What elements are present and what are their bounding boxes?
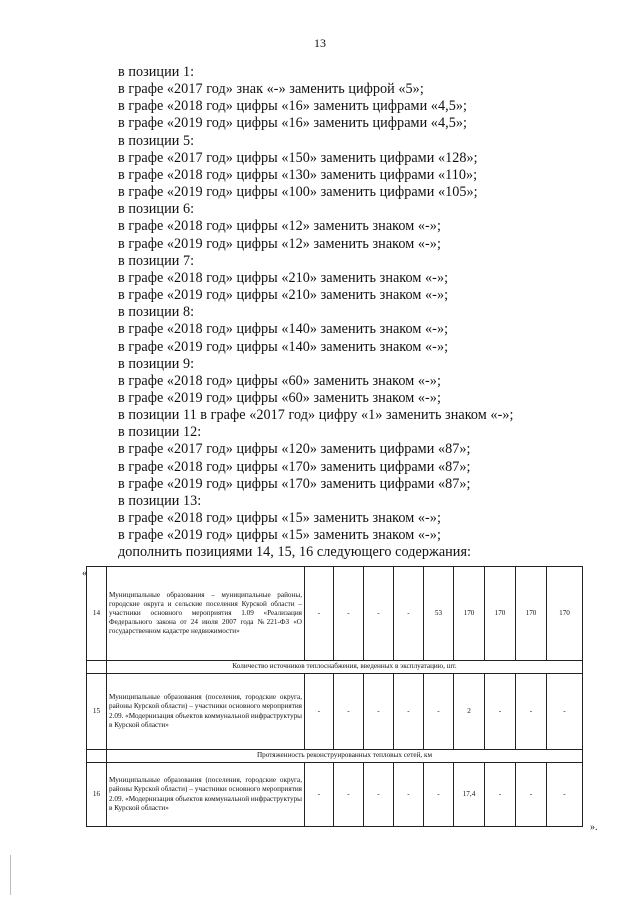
table-close-quote: ».	[590, 822, 598, 833]
value-cell: -	[394, 567, 424, 661]
row-number: 16	[87, 763, 107, 827]
value-cell: -	[547, 674, 583, 750]
value-cell: -	[305, 674, 334, 750]
row-description: Муниципальные образования – муниципальные районы, городские округа и сельские поселения Курской области – участники основного мероприятия 1.09 «Реализация Федерального закона от 24 июля 2007 года №221-ФЗ «О государственном кадастре недвижимости»	[107, 567, 305, 661]
value-cell: -	[424, 763, 454, 827]
amendment-text	[118, 64, 578, 562]
text-line: в графе «2019 год» цифры «170» заменить цифрами «87»;	[118, 475, 471, 492]
value-cell: -	[516, 674, 547, 750]
text-line: в позиции 7:	[118, 252, 195, 269]
row-number: 14	[87, 567, 107, 661]
value-cell: -	[334, 763, 364, 827]
value-cell: -	[334, 567, 364, 661]
text-line: в графе «2019 год» цифры «15» заменить знаком «-»;	[118, 527, 441, 544]
text-line: в графе «2017 год» цифры «120» заменить цифрами «87»;	[118, 441, 471, 458]
text-line: в графе «2018 год» цифры «60» заменить знаком «-»;	[118, 372, 441, 389]
text-line: в графе «2018 год» цифры «12» заменить знаком «-»;	[118, 218, 441, 235]
text-line: в позиции 6:	[118, 201, 195, 218]
value-cell: -	[364, 567, 394, 661]
value-cell: 17,4	[454, 763, 485, 827]
section-header-row	[87, 750, 583, 763]
text-line: в графе «2019 год» цифры «16» заменить цифрами «4,5»;	[118, 115, 467, 132]
value-cell: -	[516, 763, 547, 827]
value-cell: -	[485, 763, 516, 827]
text-line: в графе «2018 год» цифры «140» заменить знаком «-»;	[118, 321, 449, 338]
table-row	[87, 567, 583, 661]
value-cell: -	[394, 674, 424, 750]
row-description: Муниципальные образования (поселения, городские округа, районы Курской области) – участники основного мероприятия 2.09. «Модернизация объектов коммунальной инфраструктуры в Курской области»	[107, 763, 305, 827]
page-number: 13	[314, 36, 326, 50]
value-cell: -	[547, 763, 583, 827]
text-line: в графе «2018 год» цифры «210» заменить знаком «-»;	[118, 269, 449, 286]
section-title: Количество источников теплоснабжения, введенных в эксплуатацию, шт.	[107, 661, 583, 674]
value-cell: -	[364, 763, 394, 827]
value-cell: 53	[424, 567, 454, 661]
value-cell: 170	[454, 567, 485, 661]
value-cell: -	[394, 763, 424, 827]
value-cell: 2	[454, 674, 485, 750]
value-cell: -	[305, 567, 334, 661]
value-cell: -	[424, 674, 454, 750]
table-open-quote: «	[82, 568, 87, 579]
text-line: в позиции 13:	[118, 492, 202, 509]
value-cell: 170	[516, 567, 547, 661]
value-cell: -	[305, 763, 334, 827]
text-line: в позиции 8:	[118, 304, 195, 321]
row-description: Муниципальные образования (поселения, городские округа, районы Курской области) – участники основного мероприятия 2.09. «Модернизация объектов коммунальной инфраструктуры в Курской области»	[107, 674, 305, 750]
text-line: в позиции 11 в графе «2017 год» цифру «1» заменить знаком «-»;	[118, 407, 514, 424]
value-cell: 170	[485, 567, 516, 661]
table-row	[87, 674, 583, 750]
section-title: Протяженность реконструированных тепловых сетей, км	[107, 750, 583, 763]
text-line: в позиции 5:	[118, 132, 195, 149]
section-header-row	[87, 661, 583, 674]
value-cell: -	[334, 674, 364, 750]
row-number: 15	[87, 674, 107, 750]
text-line: в графе «2017 год» цифры «150» заменить цифрами «128»;	[118, 149, 478, 166]
text-line: в графе «2019 год» цифры «140» заменить знаком «-»;	[118, 338, 449, 355]
text-line: в позиции 9:	[118, 355, 195, 372]
text-line: в графе «2018 год» цифры «15» заменить знаком «-»;	[118, 510, 441, 527]
value-cell: -	[364, 674, 394, 750]
text-line: в графе «2017 год» знак «-» заменить цифрой «5»;	[118, 81, 424, 98]
text-line: в позиции 1:	[118, 64, 195, 80]
amendment-table	[86, 566, 583, 827]
scan-margin-line	[10, 855, 11, 895]
value-cell: -	[485, 674, 516, 750]
table-row	[87, 763, 583, 827]
value-cell: 170	[547, 567, 583, 661]
text-line: в графе «2018 год» цифры «170» заменить цифрами «87»;	[118, 458, 471, 475]
text-line: в графе «2018 год» цифры «16» заменить цифрами «4,5»;	[118, 98, 467, 115]
text-line: в графе «2019 год» цифры «210» заменить знаком «-»;	[118, 287, 449, 304]
text-line: в графе «2019 год» цифры «60» заменить знаком «-»;	[118, 389, 441, 406]
text-line: в позиции 12:	[118, 424, 202, 441]
text-line: в графе «2019 год» цифры «12» заменить знаком «-»;	[118, 235, 441, 252]
text-line: в графе «2019 год» цифры «100» заменить цифрами «105»;	[118, 184, 478, 201]
text-line: дополнить позициями 14, 15, 16 следующего содержания:	[118, 544, 472, 561]
text-line: в графе «2018 год» цифры «130» заменить цифрами «110»;	[118, 166, 478, 183]
